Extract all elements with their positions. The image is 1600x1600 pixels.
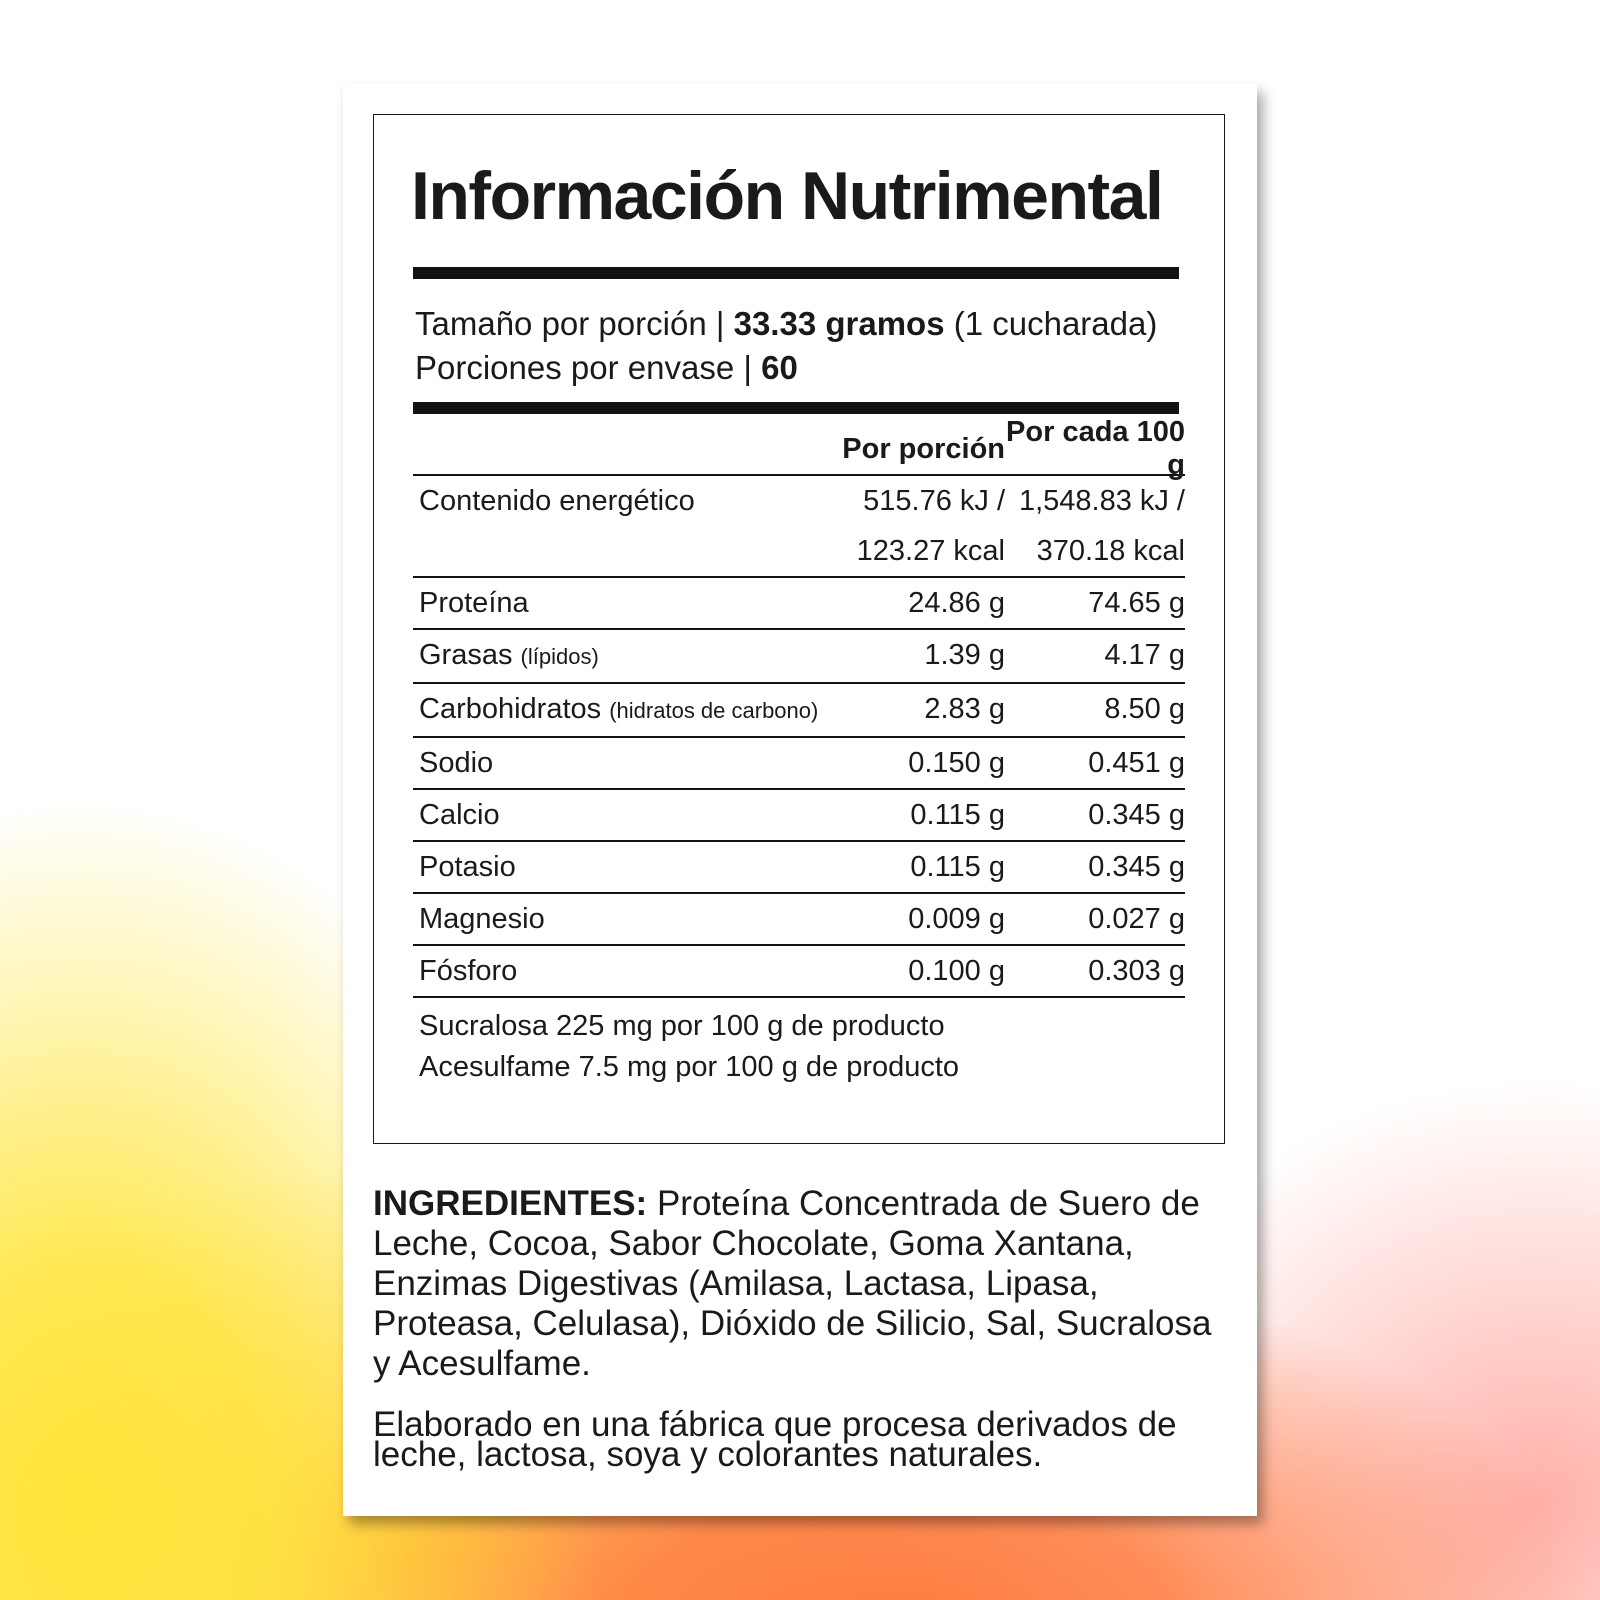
serving-info <box>415 302 1195 390</box>
table-row <box>413 840 1185 892</box>
serving-size-note: (1 cucharada) <box>953 305 1158 342</box>
table-row <box>413 788 1185 840</box>
table-row <box>413 682 1185 736</box>
value-per-100g: 8.50 g <box>1104 693 1185 725</box>
nutrient-name: Sodio <box>419 747 494 779</box>
nutrient-name: Contenido energético <box>419 485 695 517</box>
nutrient-name: Grasas (lípidos) <box>419 639 599 671</box>
energy-per-serving-kj: 515.76 kJ / <box>863 485 1005 517</box>
energy-per-100g <box>1005 476 1185 576</box>
note-line: Acesulfame 7.5 mg por 100 g de producto <box>419 1051 960 1083</box>
value-per-100g: 0.451 g <box>1088 747 1185 779</box>
value-per-100g: 4.17 g <box>1104 639 1185 671</box>
note-line: Sucralosa 225 mg por 100 g de producto <box>419 1010 945 1042</box>
table-row <box>413 628 1185 682</box>
energy-row <box>413 474 1185 576</box>
ingredients-list: Proteína Concentrada de Suero de Leche, Cocoa, Sabor Chocolate, Goma Xantana, Enzimas Digestivas (Amilasa, Lactasa, Lipasa, Proteasa, Celulasa), Dióxido de Silicio, Sal, Sucralosa y Acesulfame. <box>373 1184 1212 1383</box>
header-per-serving: Por porción <box>842 432 1005 465</box>
ingredients-text <box>373 1184 1233 1384</box>
energy-per-serving <box>827 476 1005 576</box>
value-per-serving: 0.009 g <box>908 903 1005 935</box>
value-per-100g: 0.345 g <box>1088 851 1185 883</box>
ingredients-heading: INGREDIENTES: <box>373 1184 648 1223</box>
value-per-serving: 2.83 g <box>924 693 1005 725</box>
nutrient-name: Magnesio <box>419 903 545 935</box>
label-title: Información Nutrimental <box>411 158 1163 234</box>
value-per-serving: 0.115 g <box>910 799 1005 831</box>
table-header <box>413 416 1185 481</box>
thick-divider-top <box>413 267 1179 279</box>
serving-size-value: 33.33 gramos <box>733 305 945 342</box>
energy-per-100g-kcal: 370.18 kcal <box>1036 535 1185 567</box>
value-per-serving: 0.100 g <box>908 955 1005 987</box>
header-per-100g: Por cada 100 g <box>1006 416 1185 481</box>
thick-divider-bottom <box>413 402 1179 414</box>
table-row <box>413 892 1185 944</box>
nutrition-table <box>413 416 1185 998</box>
value-per-100g: 74.65 g <box>1088 587 1185 619</box>
nutrient-name: Carbohidratos (hidratos de carbono) <box>419 693 819 725</box>
nutrient-name: Fósforo <box>419 955 518 987</box>
value-per-100g: 0.345 g <box>1088 799 1185 831</box>
nutrient-name: Potasio <box>419 851 516 883</box>
nutrient-note: (lípidos) <box>520 644 599 669</box>
value-per-serving: 0.115 g <box>910 851 1005 883</box>
value-per-100g: 0.303 g <box>1088 955 1185 987</box>
nutrient-name: Calcio <box>419 799 500 831</box>
servings-per-container-label: Porciones por envase | <box>415 349 752 386</box>
serving-size-label: Tamaño por porción | <box>415 305 725 342</box>
servings-per-container-value: 60 <box>761 349 798 386</box>
value-per-serving: 0.150 g <box>908 747 1005 779</box>
table-row <box>413 736 1185 788</box>
allergen-note: Elaborado en una fábrica que procesa derivados de leche, lactosa, soya y colorantes naturales. <box>373 1405 1177 1474</box>
value-per-100g: 0.027 g <box>1088 903 1185 935</box>
serving-size-line <box>415 302 1195 346</box>
energy-per-serving-kcal: 123.27 kcal <box>856 535 1005 567</box>
energy-per-100g-kj: 1,548.83 kJ / <box>1018 485 1185 517</box>
sweetener-notes <box>419 1006 959 1088</box>
nutrient-name: Proteína <box>419 587 529 619</box>
table-row <box>413 576 1185 628</box>
label-card <box>343 84 1257 1516</box>
servings-per-container-line <box>415 346 1195 390</box>
value-per-serving: 24.86 g <box>908 587 1005 619</box>
value-per-serving: 1.39 g <box>924 639 1005 671</box>
table-row <box>413 944 1185 998</box>
nutrient-note: (hidratos de carbono) <box>609 698 819 723</box>
